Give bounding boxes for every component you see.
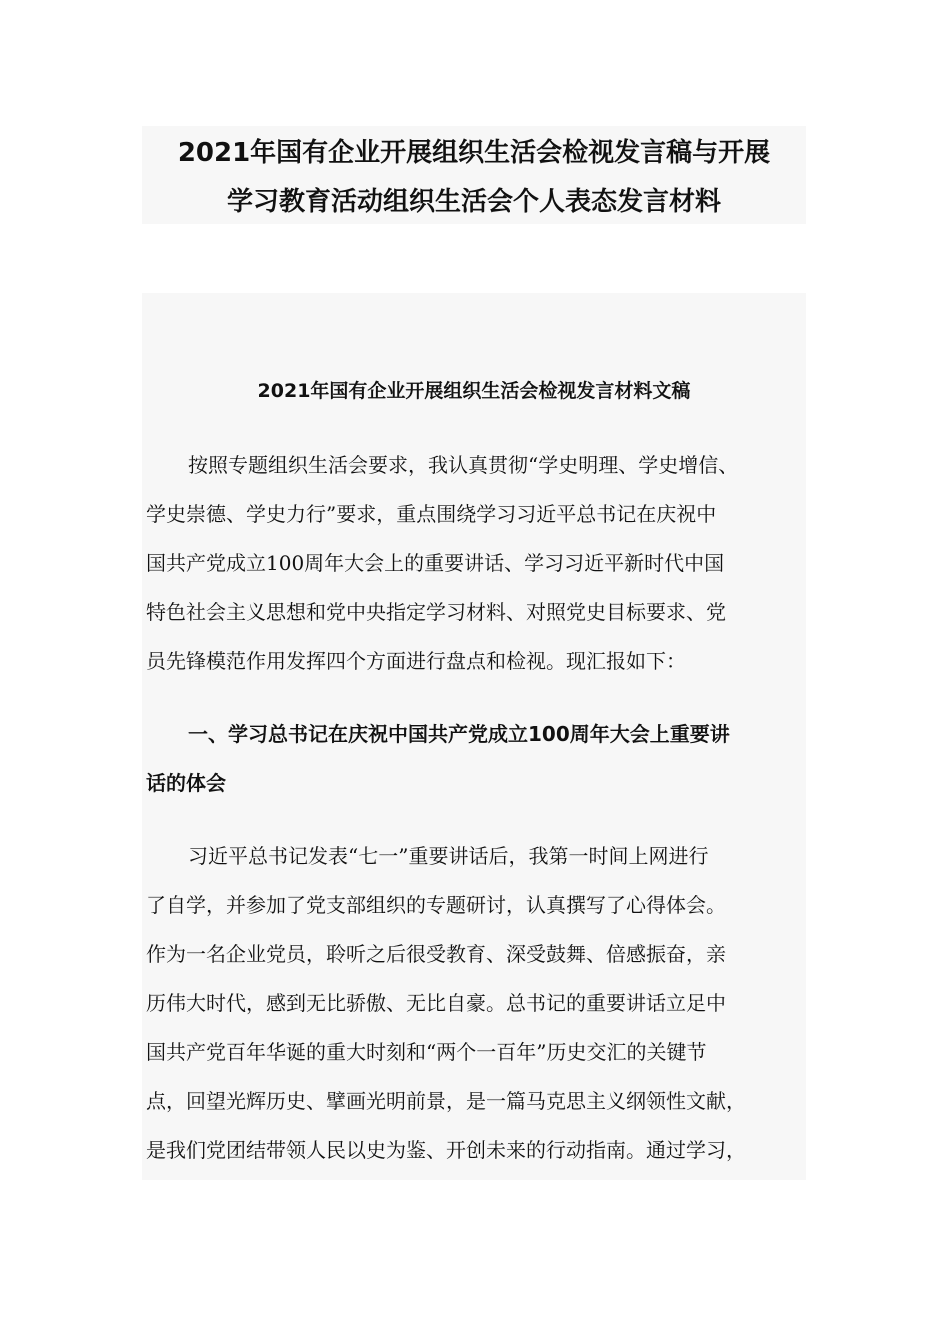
paragraph-1-line-3: 国共产党成立100周年大会上的重要讲话、学习习近平新时代中国 <box>146 551 725 575</box>
section-title: 2021年国有企业开展组织生活会检视发言材料文稿 <box>257 380 691 402</box>
paragraph-2-line-1: 习近平总书记发表“七一”重要讲话后，我第一时间上网进行 <box>188 844 709 868</box>
paragraph-1-line-2: 学史崇德、学史力行”要求，重点围绕学习习近平总书记在庆祝中 <box>146 502 717 526</box>
paragraph-2-line-7: 是我们党团结带领人民以史为鉴、开创未来的行动指南。通过学习， <box>146 1138 746 1162</box>
heading-1-line-2: 话的体会 <box>146 771 226 795</box>
document-title-line-2: 学习教育活动组织生活会个人表态发言材料 <box>226 187 721 217</box>
paragraph-1-line-5: 员先锋模范作用发挥四个方面进行盘点和检视。现汇报如下： <box>146 649 686 673</box>
paragraph-2-line-5: 国共产党百年华诞的重大时刻和“两个一百年”历史交汇的关键节 <box>146 1040 707 1064</box>
paragraph-2-line-6: 点，回望光辉历史、擘画光明前景，是一篇马克思主义纲领性文献， <box>146 1089 746 1113</box>
paragraph-1-line-4: 特色社会主义思想和党中央指定学习材料、对照党史目标要求、党 <box>146 600 726 624</box>
paragraph-2-line-2: 了自学，并参加了党支部组织的专题研讨，认真撰写了心得体会。 <box>146 893 726 917</box>
paragraph-2-line-3: 作为一名企业党员，聆听之后很受教育、深受鼓舞、倍感振奋，亲 <box>146 942 726 966</box>
paragraph-2-line-4: 历伟大时代，感到无比骄傲、无比自豪。总书记的重要讲话立足中 <box>146 991 726 1015</box>
paragraph-1-line-1: 按照专题组织生活会要求，我认真贯彻“学史明理、学史增信、 <box>188 453 739 477</box>
heading-1-line-1: 一、学习总书记在庆祝中国共产党成立100周年大会上重要讲 <box>188 722 730 746</box>
document-title-line-1: 2021年国有企业开展组织生活会检视发言稿与开展 <box>177 138 771 168</box>
